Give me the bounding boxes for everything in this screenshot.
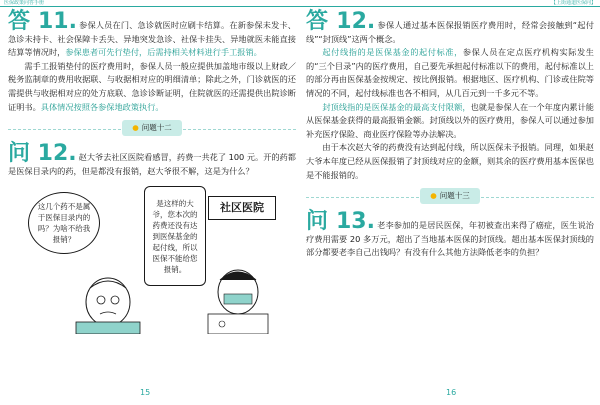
lightbulb-icon: ● — [430, 191, 437, 201]
question-13-badge-label: 问题十三 — [439, 191, 470, 201]
answer-12-paragraph-3 — [306, 101, 594, 142]
question-12-badge-label: 问题十二 — [141, 123, 172, 133]
patient-speech-text: 这几个药不是属于医保目录内的吗？为啥不给我报销？ — [37, 202, 91, 245]
answer-12-text-c: 也就是参保人在一个年度内累计能从医保基金获得的最高报销金额。封顶线以外的医疗费用，参保人可以通过参加补充医疗保险、商业医疗保险等办法解决。 — [306, 101, 594, 139]
top-header — [0, 0, 600, 7]
answer-12 — [306, 9, 594, 46]
answer-11-paragraph-2 — [8, 60, 296, 114]
answer-11-text-b: 需手工报销垫付的医疗费用时，参保人员一般应提供加盖地市级以上财政／税务监制章的费用收据联、与收据相对应的明细清单；除此之外，门诊就医的还需提供与收据相对应的处方底联、急诊诊断证明，住院就医的还需提供出院诊断证明书。 — [8, 60, 296, 112]
right-page — [306, 9, 594, 397]
answer-12-text-a: 参保人通过基本医保报销医疗费用时，经常会接触到“起付线”“封顶线”这两个概念。 — [306, 20, 594, 44]
question-12-label: 问 12. — [8, 141, 77, 167]
answer-11-highlight-2: 具体情况按照各参保地政策执行。 — [40, 101, 164, 112]
answer-12-text-d: 由于本次赵大爷的药费没有达到起付线，所以医保未予报销。同理，如果赵大爷本年度已经从医保报销了封顶线对应的金额，则其余的医疗费用基本医保也是不能报销的。 — [306, 142, 594, 180]
answer-12-text-b: 参保人员在定点医疗机构实际发生的“三个目录”内的医疗费用，自己要先承担起付标准以下的费用，起付标准以上的部分再由医保基金按规定、按比例报销。根据地区、医疗机构、门诊或住院等情况的不同，起付线标准也各不相同，从几百元到一千多元不等。 — [306, 47, 594, 98]
question-13-text: 老李参加的是居民医保，年初被查出来得了癌症，医生说治疗费用需要 20 多万元，超出了当地基本医保的封顶线。超出基本医保封顶线的部分都要老李自己出钱吗？有没有什么其他方法降低老李的负担？ — [306, 220, 594, 258]
cartoon-illustration — [8, 184, 296, 334]
cartoon-figures — [8, 184, 296, 334]
answer-12-paragraph-4 — [306, 141, 594, 182]
question-13-label: 问 13. — [306, 209, 375, 235]
answer-11-label: 答 11. — [8, 9, 77, 34]
question-13-divider — [306, 188, 594, 206]
doctor-speech-text: 是这样的大爷，您本次的药费还没有达到医保基金的起付线，所以医保不能给您报销。 — [152, 198, 198, 274]
left-page — [8, 9, 296, 397]
answer-11 — [8, 9, 296, 60]
header-right-title: 【上街通道医保问】 — [550, 0, 596, 6]
answer-12-paragraph-2 — [306, 46, 594, 100]
page-number-right: 16 — [446, 388, 457, 397]
question-12-badge — [122, 120, 182, 136]
question-13 — [306, 209, 594, 260]
header-left-title: 医保政策问答手册 — [4, 0, 45, 6]
answer-11-text-a: 参保人员在门、急诊就医时应刷卡结算。在新参保未发卡、急诊未持卡、社会保障卡丢失、异地突发急诊、社保卡挂失、异地就医未能直接结算等情况时， — [8, 20, 296, 58]
answer-11-highlight: 参保患者可先行垫付，后需持相关材料进行手工报销。 — [65, 47, 262, 58]
answer-12-label: 答 12. — [306, 9, 376, 34]
question-12-text: 赵大爷去社区医院看感冒，药费一共花了 100 元。开的药都是医保目录内的药，但是都没有报销，赵大爷很不解，这是为什么？ — [8, 152, 296, 176]
doctor-icon — [208, 270, 268, 334]
lightbulb-icon: ● — [132, 123, 139, 133]
page-number-left: 15 — [140, 388, 151, 397]
elderly-man-icon — [76, 278, 140, 334]
question-12-divider — [8, 120, 296, 138]
header-rule — [0, 6, 600, 7]
answer-12-highlight-2: 封顶线指的是医保基金的最高支付限额， — [322, 101, 471, 112]
question-13-badge — [420, 188, 480, 204]
question-12 — [8, 141, 296, 178]
answer-12-highlight: 起付线指的是医保基金的起付标准， — [322, 47, 463, 58]
clinic-sign: 社区医院 — [208, 196, 276, 220]
